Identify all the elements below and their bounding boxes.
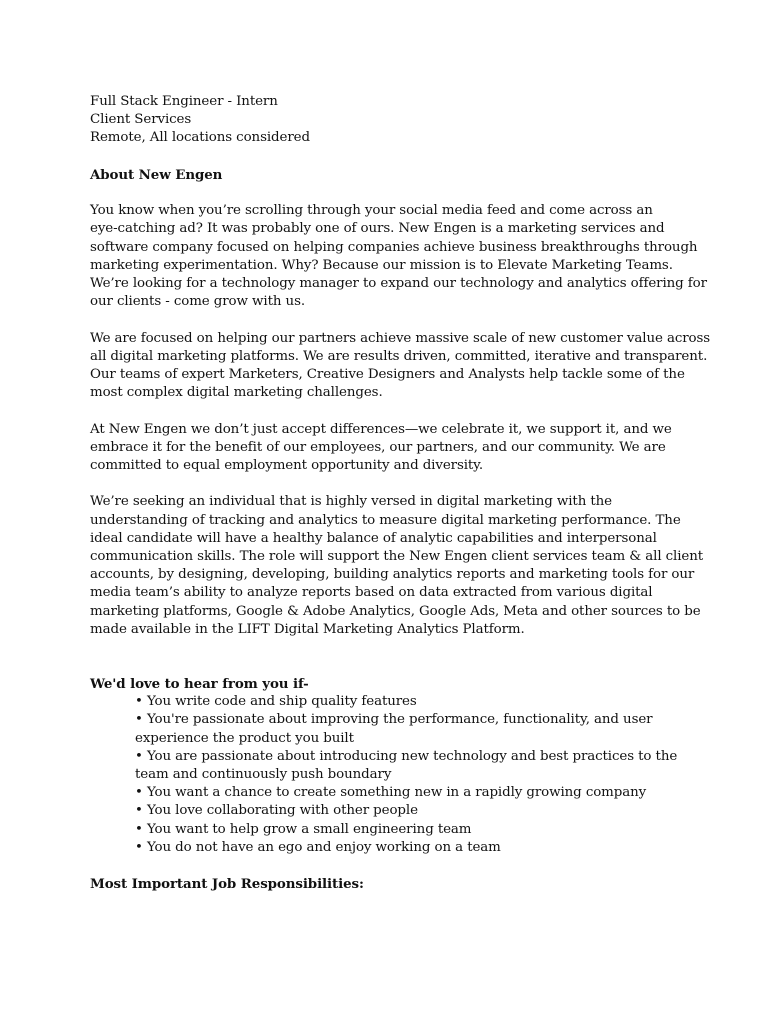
paragraph-line: At New Engen we don’t just accept differences—we celebrate it, we support it, and we bbox=[90, 421, 672, 437]
list-item bbox=[90, 693, 690, 711]
department: Client Services bbox=[90, 112, 192, 128]
list-item-text: • You write code and ship quality features bbox=[135, 694, 417, 710]
paragraph-line: communication skills. The role will support the New Engen client services team & all client bbox=[90, 549, 704, 564]
list-item-text: • You love collaborating with other people bbox=[135, 803, 418, 819]
paragraph-line: We are focused on helping our partners achieve massive scale of new customer value across bbox=[90, 330, 711, 346]
paragraph-line: committed to equal employment opportunity and diversity. bbox=[90, 458, 484, 473]
paragraph-line: software company focused on helping companies achieve business breakthroughs through bbox=[90, 239, 698, 255]
job-posting-document bbox=[90, 93, 711, 893]
paragraph-line: We’re seeking an individual that is highly versed in digital marketing with the bbox=[90, 494, 613, 510]
list-item-text: experience the product you built bbox=[135, 730, 354, 746]
paragraph-line: all digital marketing platforms. We are results driven, committed, iterative and transparent. bbox=[90, 348, 708, 364]
list-item-text: team and continuously push boundary bbox=[135, 767, 392, 783]
paragraph-line: media team’s ability to analyze reports based on data extracted from various digital bbox=[90, 585, 653, 601]
about-heading: About New Engen bbox=[90, 166, 223, 183]
list-item-text: • You're passionate about improving the performance, functionality, and user bbox=[135, 712, 653, 728]
paragraph-line: marketing platforms, Google & Adobe Analytics, Google Ads, Meta and other sources to be bbox=[90, 603, 701, 619]
list-item bbox=[90, 784, 690, 802]
list-item bbox=[90, 821, 690, 839]
paragraph-line: made available in the LIFT Digital Marketing Analytics Platform. bbox=[90, 621, 525, 637]
paragraph-line: understanding of tracking and analytics to measure digital marketing performance. The bbox=[90, 512, 681, 528]
list-item bbox=[90, 711, 690, 747]
paragraph-line: most complex digital marketing challenges. bbox=[90, 385, 383, 401]
paragraph-line: You know when you’re scrolling through your social media feed and come across an bbox=[90, 203, 653, 219]
paragraph-line: marketing experimentation. Why? Because our mission is to Elevate Marketing Teams. bbox=[90, 257, 673, 273]
about-paragraph-3 bbox=[90, 421, 690, 476]
paragraph-line: our clients - come grow with us. bbox=[90, 294, 305, 310]
list-item-text: • You want to help grow a small engineering team bbox=[135, 821, 472, 837]
list-item-text: • You want a chance to create something new in a rapidly growing company bbox=[135, 785, 647, 801]
list-item-text: • You do not have an ego and enjoy working on a team bbox=[135, 839, 501, 855]
list-item bbox=[90, 839, 690, 857]
paragraph-line: Our teams of expert Marketers, Creative Designers and Analysts help tackle some of the bbox=[90, 367, 685, 382]
responsibilities-heading: Most Important Job Responsibilities: bbox=[90, 876, 364, 893]
job-title: Full Stack Engineer - Intern bbox=[90, 94, 278, 109]
paragraph-line: eye-catching ad? It was probably one of ours. New Engen is a marketing services and bbox=[90, 221, 665, 237]
about-paragraph-2 bbox=[90, 330, 711, 403]
qualities-bullet-list bbox=[90, 693, 690, 857]
paragraph-line: embrace it for the benefit of our employees, our partners, and our community. We are bbox=[90, 439, 666, 455]
list-item bbox=[90, 802, 690, 820]
love-to-hear-heading: We'd love to hear from you if- bbox=[90, 676, 309, 693]
location: Remote, All locations considered bbox=[90, 130, 310, 146]
paragraph-line: We’re looking for a technology manager to expand our technology and analytics offering for bbox=[90, 276, 707, 291]
about-paragraph-1 bbox=[90, 202, 707, 311]
list-item-text: • You are passionate about introducing new technology and best practices to the bbox=[135, 748, 678, 764]
paragraph-line: ideal candidate will have a healthy balance of analytic capabilities and interpersonal bbox=[90, 530, 657, 546]
about-paragraph-4 bbox=[90, 493, 704, 639]
list-item bbox=[90, 748, 690, 784]
paragraph-line: accounts, by designing, developing, building analytics reports and marketing tools for our bbox=[90, 567, 695, 583]
